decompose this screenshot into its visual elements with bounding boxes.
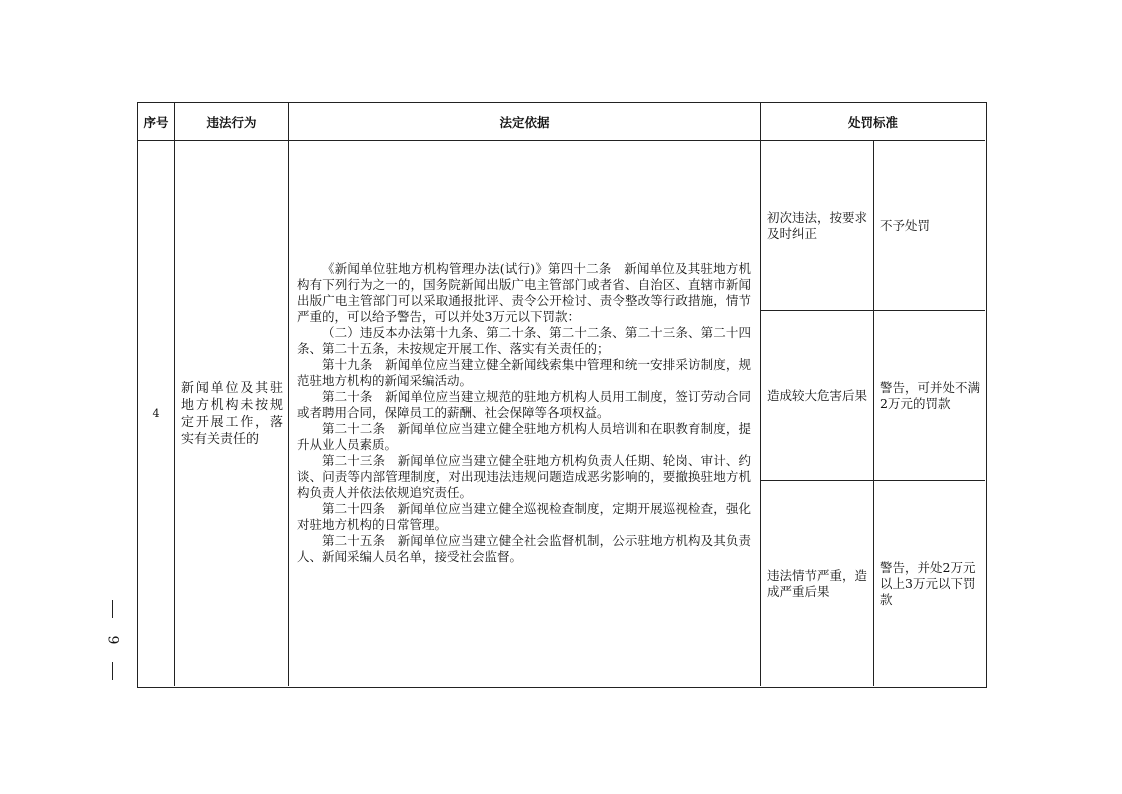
legal-basis-paragraph: 第二十四条 新闻单位应当建立健全巡视检查制度，定期开展巡视检查，强化对驻地方机构的日常管理。 (297, 501, 751, 532)
standard-text: 不予处罚 (880, 217, 931, 233)
standard-text: 警告，并处2万元以上3万元以下罚款 (880, 559, 976, 607)
penalty-situation-3 (767, 481, 869, 686)
column-divider (760, 103, 761, 686)
situation-text: 造成较大危害后果 (767, 387, 868, 403)
penalty-standard-2 (880, 311, 980, 480)
column-divider (873, 141, 874, 686)
legal-basis-paragraph: 《新闻单位驻地方机构管理办法(试行)》第四十二条 新闻单位及其驻地方机构有下列行为之一的，国务院新闻出版广电主管部门或者省、自治区、直辖市新闻出版广电主管部门可以采取通报批评、责令公开检讨、责令整改等行政措施，情节严重的，可以给予警告，可以并处3万元以下罚款： (297, 261, 751, 324)
header-seq: 序号 (143, 114, 169, 130)
legal-basis-paragraph: 第十九条 新闻单位应当建立健全新闻线索集中管理和统一安排采访制度，规范驻地方机构的新闻采编活动。 (297, 357, 751, 388)
legal-basis-paragraph: 第二十二条 新闻单位应当建立健全驻地方机构人员培训和在职教育制度，提升从业人员素质。 (297, 421, 751, 452)
page-dash (112, 662, 113, 680)
page-dash (112, 600, 113, 618)
row-seq: 4 (152, 406, 160, 420)
legal-basis-paragraph: （二）违反本办法第十九条、第二十条、第二十二条、第二十三条、第二十四条、第二十五条，未按规定开展工作、落实有关责任的； (297, 325, 751, 356)
violation-text: 新闻单位及其驻地方机构未按规定开展工作，落实有关责任的 (181, 380, 283, 447)
column-divider (288, 103, 289, 686)
penalty-situation-1 (767, 141, 869, 310)
header-legal-basis: 法定依据 (499, 114, 550, 130)
legal-basis-paragraph: 第二十五条 新闻单位应当建立健全社会监督机制，公示驻地方机构及其负责人、新闻采编人员名单，接受社会监督。 (297, 533, 751, 564)
column-divider (174, 103, 175, 686)
legal-basis-text (297, 261, 751, 565)
header-violation: 违法行为 (206, 114, 257, 130)
penalty-table (137, 102, 987, 688)
situation-text: 初次违法，按要求及时纠正 (767, 209, 868, 241)
penalty-situation-2 (767, 311, 869, 480)
standard-text: 警告，可并处不满2万元的罚款 (880, 379, 981, 411)
situation-text: 违法情节严重，造成严重后果 (767, 567, 868, 599)
header-penalty-standard: 处罚标准 (847, 114, 898, 130)
page-number-marker (102, 600, 122, 680)
penalty-standard-3 (880, 481, 980, 686)
legal-basis-paragraph: 第二十三条 新闻单位应当建立健全驻地方机构负责人任期、轮岗、审计、约谈、问责等内部管理制度，对出现违法违规问题造成恶劣影响的，要撤换驻地方机构负责人并依法依规追究责任。 (297, 453, 751, 500)
legal-basis-paragraph: 第二十条 新闻单位应当建立规范的驻地方机构人员用工制度，签订劳动合同或者聘用合同，保障员工的薪酬、社会保障等各项权益。 (297, 389, 751, 420)
penalty-standard-1 (880, 141, 980, 310)
page-number: 9 (103, 635, 120, 645)
violation-description (181, 141, 283, 686)
